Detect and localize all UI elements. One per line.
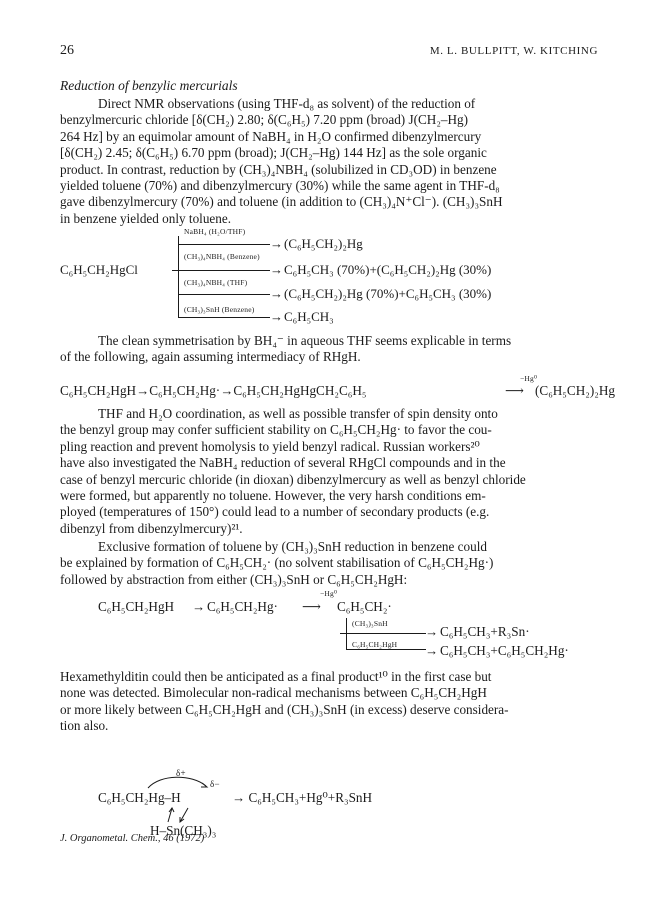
text-line: The clean symmetrisation by BH₄⁻ in aqueous THF seems explicable in terms bbox=[98, 333, 512, 348]
reagent-label: C₆H₅CH₂HgH bbox=[352, 640, 398, 649]
text-line: yielded toluene (70%) and dibenzylmercury (30%) while the same agent in THF-d₈ bbox=[60, 178, 500, 194]
text-line: [δ(CH₂) 2.45; δ(C₆H₅) 6.70 ppm (broad); J(CH₂–Hg) 144 Hz] as the sole organic bbox=[60, 145, 487, 161]
partial-positive-charge: δ+ bbox=[176, 768, 186, 778]
scheme-product: C₆H₅CH₃ (70%)+(C₆H₅CH₂)₂Hg (30%) bbox=[284, 262, 492, 277]
text-line: case of benzyl mercuric chloride (in dioxan) dibenzylmercury as well as benzyl chloride bbox=[60, 471, 526, 487]
page-number: 26 bbox=[60, 43, 74, 58]
arrowhead: → bbox=[270, 286, 283, 301]
text-line: ployed (temperatures of 150°) could lead to a number of secondary products (e.g. bbox=[60, 504, 490, 520]
journal-citation: J. Organometal. Chem., 46 (1972) bbox=[60, 833, 205, 844]
text-line: benzylmercuric chloride [δ(CH₂) 2.80; δ(C₆H₅) 7.20 ppm (broad) J(CH₂–Hg) bbox=[60, 112, 469, 128]
arrowhead: → bbox=[270, 236, 283, 251]
arrowhead: → bbox=[270, 309, 283, 324]
scheme-start: C₆H₅CH₂HgH bbox=[98, 599, 175, 614]
arrow: ⟶ bbox=[505, 383, 524, 398]
reaction-arrow bbox=[178, 294, 270, 295]
mechanism-reactant: C₆H₅CH₂Hg–H bbox=[98, 790, 181, 805]
text-line: the benzyl group may confer sufficient stability on C₆H₅CH₂Hg· to favor the cou- bbox=[60, 422, 492, 438]
reaction-arrow bbox=[178, 270, 270, 271]
reaction-arrow bbox=[178, 244, 270, 245]
paragraph-nmr-observations bbox=[60, 96, 608, 227]
mechanism-tin-hydride: H–Sn(CH₃)₃ bbox=[150, 823, 217, 838]
text-line: of the following, again assuming intermediacy of RHgH. bbox=[60, 349, 361, 365]
partial-negative-charge: δ− bbox=[210, 779, 220, 789]
running-head: M. L. BULLPITT, W. KITCHING bbox=[429, 45, 598, 57]
arrowhead: → bbox=[425, 624, 439, 639]
text-line: gave dibenzylmercury (70%) and toluene (in addition to (CH₃)₄N⁺Cl⁻). (CH₃)₃SnH bbox=[60, 194, 503, 210]
reagent-label: (CH₃)₃SnH (Benzene) bbox=[184, 305, 255, 314]
paragraph-coordination bbox=[60, 406, 608, 537]
curved-arrows-icon bbox=[160, 806, 200, 824]
text-line: or more likely between C₆H₅CH₂HgH and (CH₃)₃SnH (in excess) deserve considera- bbox=[60, 701, 509, 717]
arrow: → bbox=[192, 599, 206, 614]
paragraph-toluene-formation bbox=[60, 539, 608, 588]
text-line: 264 Hz] by an equimolar amount of NaBH₄ in H₂O confirmed dibenzylmercury bbox=[60, 128, 482, 144]
electron-arrow-icon bbox=[140, 772, 220, 792]
equation-text: C₆H₅CH₂HgH→C₆H₅CH₂Hg·→C₆H₅CH₂HgHgCH₂C₆H₅ bbox=[60, 383, 367, 398]
arrow: ⟶ bbox=[302, 599, 321, 614]
scheme-radical: C₆H₅CH₂· bbox=[337, 599, 392, 614]
reagent-label: NaBH₄ (H₂O/THF) bbox=[184, 227, 246, 236]
text-line: be explained by formation of C₆H₅CH₂· (no solvent stabilisation of C₆H₅CH₂Hg·) bbox=[60, 555, 494, 571]
reagent-label: (CH₃)₃SnH bbox=[352, 619, 388, 628]
text-line: have also investigated the NaBH₄ reduction of several RHgCl compounds and in the bbox=[60, 455, 506, 471]
text-line: pling reaction and prevent homolysis to yield benzyl radical. Russian workers²⁰ bbox=[60, 438, 480, 454]
text-line: product. In contrast, reduction by (CH₃)₄NBH₄ (solubilized in CD₃OD) in benzene bbox=[60, 161, 497, 177]
paragraph-hexamethylditin bbox=[60, 669, 608, 735]
bracket-vertical bbox=[178, 236, 179, 317]
text-line: followed by abstraction from either (CH₃)₃SnH or C₆H₅CH₂HgH: bbox=[60, 571, 408, 587]
scheme-reactant: C₆H₅CH₂HgCl bbox=[60, 262, 138, 277]
text-line: Exclusive formation of toluene by (CH₃)₃SnH reduction in benzene could bbox=[98, 539, 487, 554]
scheme-product: C₆H₅CH₃+R₃Sn· bbox=[440, 624, 530, 639]
scheme-intermediate: C₆H₅CH₂Hg· bbox=[207, 599, 278, 614]
mechanism-products: → C₆H₅CH₃+Hg⁰+R₃SnH bbox=[232, 790, 373, 805]
text-line: were formed, but apparently no toluene. However, the very harsh conditions em- bbox=[60, 488, 486, 504]
text-line: dibenzyl from dibenzylmercury)²¹. bbox=[60, 520, 243, 536]
arrow-label: −Hg⁰ bbox=[520, 374, 538, 383]
section-title: Reduction of benzylic mercurials bbox=[60, 78, 238, 93]
paragraph-symmetrisation bbox=[60, 333, 608, 366]
equation-product: (C₆H₅CH₂)₂Hg bbox=[535, 383, 615, 398]
reaction-arrow bbox=[178, 317, 270, 318]
text-line: THF and H₂O coordination, as well as possible transfer of spin density onto bbox=[98, 406, 498, 421]
reaction-arrow bbox=[346, 633, 426, 634]
text-line: tion also. bbox=[60, 718, 109, 734]
text-line: none was detected. Bimolecular non-radical mechanisms between C₆H₅CH₂HgH bbox=[60, 685, 487, 701]
text-line: Hexamethylditin could then be anticipated as a final product¹⁰ in the first case but bbox=[60, 669, 492, 684]
reaction-arrow bbox=[346, 649, 426, 650]
text-line: Direct NMR observations (using THF-d₈ as solvent) of the reduction of bbox=[98, 96, 476, 111]
text-line: in benzene yielded only toluene. bbox=[60, 210, 232, 226]
arrowhead: → bbox=[270, 262, 283, 277]
scheme-product: C₆H₅CH₃ bbox=[284, 309, 334, 324]
reagent-label: (CH₃)₄NBH₄ (Benzene) bbox=[184, 252, 260, 261]
scheme-product: (C₆H₅CH₂)₂Hg bbox=[284, 236, 363, 251]
arrowhead: → bbox=[425, 643, 439, 658]
arrow-label: −Hg⁰ bbox=[320, 589, 338, 598]
scheme-product: (C₆H₅CH₂)₂Hg (70%)+C₆H₅CH₃ (30%) bbox=[284, 286, 492, 301]
scheme-product: C₆H₅CH₃+C₆H₅CH₂Hg· bbox=[440, 643, 569, 658]
reagent-label: (CH₃)₄NBH₄ (THF) bbox=[184, 278, 248, 287]
